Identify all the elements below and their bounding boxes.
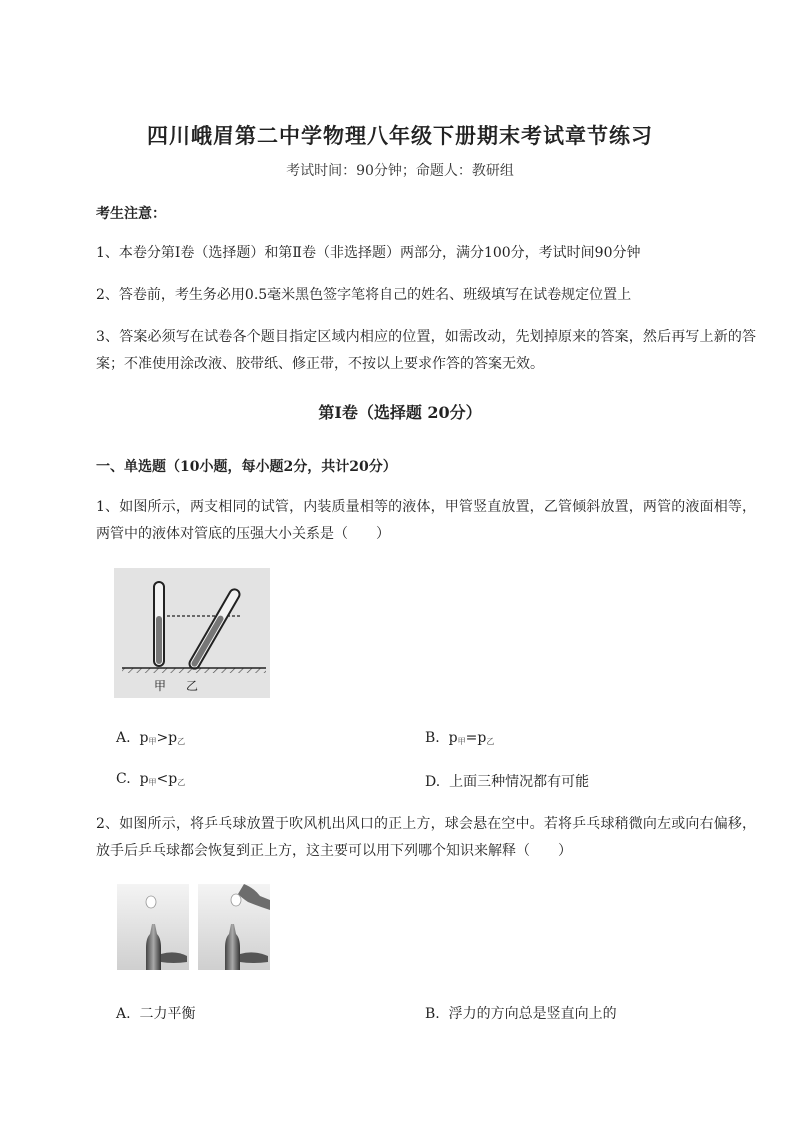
option-letter: B. — [425, 1006, 440, 1022]
question-1-option-a[interactable] — [116, 730, 185, 747]
relation-symbol: < — [156, 771, 169, 787]
part-title: 一、单选题（10小题，每小题2分，共计20分） — [96, 459, 397, 475]
option-letter: A. — [116, 730, 131, 746]
option-letter: C. — [116, 771, 131, 787]
label-yi: 乙 — [186, 679, 199, 693]
pressure-symbol: p — [139, 730, 149, 746]
subscript-jia: 甲 — [457, 737, 466, 746]
section-title: 第I卷（选择题 20分） — [318, 403, 482, 422]
question-2-option-a[interactable] — [116, 1003, 195, 1023]
option-letter: A. — [116, 1006, 131, 1022]
test-tubes-figure — [114, 568, 270, 698]
label-jia: 甲 — [154, 679, 167, 693]
option-text: 上面三种情况都有可能 — [449, 774, 590, 790]
exam-title: 四川峨眉第二中学物理八年级下册期末考试章节练习 — [147, 123, 653, 148]
option-letter: D. — [425, 774, 441, 790]
ping-pong-ball-icon — [146, 896, 156, 908]
relation-symbol: = — [465, 730, 478, 746]
subscript-yi: 乙 — [486, 737, 495, 746]
subscript-yi: 乙 — [177, 737, 186, 746]
question-1-option-c[interactable] — [116, 771, 185, 788]
ping-pong-ball-icon — [231, 894, 241, 906]
pressure-symbol: p — [448, 730, 458, 746]
tube-jia — [154, 582, 164, 666]
pressure-symbol: p — [168, 771, 178, 787]
question-1-option-d[interactable] — [425, 771, 589, 791]
relation-symbol: > — [156, 730, 169, 746]
subscript-jia: 甲 — [148, 737, 157, 746]
question-2-figure — [117, 884, 270, 970]
subscript-jia: 甲 — [148, 778, 157, 787]
notice-heading: 考生注意： — [96, 206, 166, 222]
notice-item-1: 1、本卷分第I卷（选择题）和第Ⅱ卷（非选择题）两部分，满分100分，考试时间90分钟 — [96, 245, 641, 261]
exam-subtitle: 考试时间：90分钟；命题人：教研组 — [286, 163, 514, 179]
pressure-symbol: p — [477, 730, 487, 746]
notice-item-2: 2、答卷前，考生务必用0.5毫米黑色签字笔将自己的姓名、班级填写在试卷规定位置上 — [96, 287, 632, 303]
hair-dryer-ball-figure — [117, 884, 270, 970]
question-1-stem: 1、如图所示，两支相同的试管，内装质量相等的液体，甲管竖直放置，乙管倾斜放置，两管的液面相等，两管中的液体对管底的压强大小关系是（ ） — [96, 499, 756, 542]
option-text: 二力平衡 — [139, 1006, 196, 1022]
pressure-symbol: p — [168, 730, 178, 746]
option-letter: B. — [425, 730, 440, 746]
question-2-option-b[interactable] — [425, 1003, 617, 1023]
photo-ball-centered — [117, 884, 189, 970]
question-1-figure — [114, 568, 270, 698]
question-2-stem: 2、如图所示，将乒乓球放置于吹风机出风口的正上方，球会悬在空中。若将乒乓球稍微向左或向右偏移，放手后乒乓球都会恢复到正上方，这主要可以用下列哪个知识来解释（ ） — [96, 816, 756, 859]
pressure-symbol: p — [139, 771, 149, 787]
question-1-option-b[interactable] — [425, 730, 494, 747]
photo-ball-offset — [198, 884, 270, 970]
subscript-yi: 乙 — [177, 778, 186, 787]
option-text: 浮力的方向总是竖直向上的 — [448, 1006, 617, 1022]
notice-item-3: 3、答案必须写在试卷各个题目指定区域内相应的位置，如需改动，先划掉原来的答案，然后再写上新的答案；不准使用涂改液、胶带纸、修正带，不按以上要求作答的答案无效。 — [96, 329, 756, 372]
